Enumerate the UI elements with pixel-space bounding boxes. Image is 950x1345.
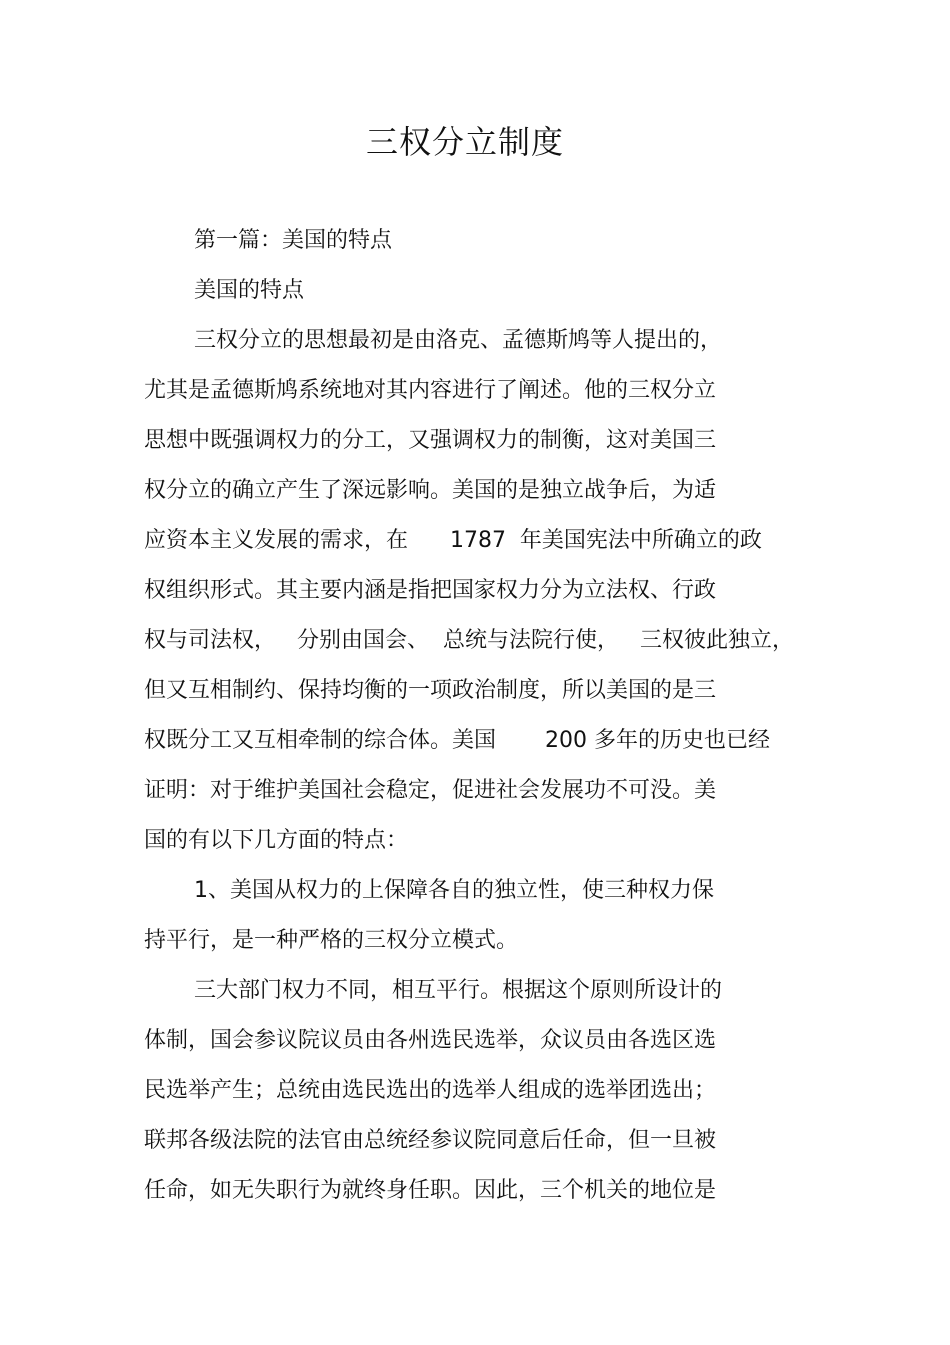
paragraph-line: 权与司法权， 分别由国会、 总统与法院行使， 三权彼此独立， [144, 628, 794, 653]
paragraph-line: 应资本主义发展的需求，在 1787 年美国宪法中所确立的政 [144, 528, 762, 553]
paragraph-line: 证明：对于维护美国社会稳定，促进社会发展功不可没。美 [144, 778, 717, 803]
paragraph-line: 思想中既强调权力的分工，又强调权力的制衡，这对美国三 [144, 428, 717, 453]
paragraph-line: 三权分立的思想最初是由洛克、孟德斯鸠等人提出的， [194, 328, 723, 353]
paragraph-line: 但又互相制约、保持均衡的一项政治制度，所以美国的是三 [144, 678, 717, 703]
paragraph-line: 国的有以下几方面的特点： [144, 828, 409, 853]
section-heading: 第一篇：美国的特点 [194, 228, 393, 253]
paragraph-line: 体制，国会参议院议员由各州选民选举，众议员由各选区选 [144, 1028, 717, 1053]
paragraph-line: 联邦各级法院的法官由总统经参议院同意后任命，但一旦被 [144, 1128, 717, 1153]
paragraph-line: 三大部门权力不同，相互平行。根据这个原则所设计的 [194, 978, 723, 1003]
paragraph-line: 权分立的确立产生了深远影响。美国的是独立战争后，为适 [144, 478, 717, 503]
paragraph-line: 任命，如无失职行为就终身任职。因此，三个机关的地位是 [144, 1178, 717, 1203]
document-title: 三权分立制度 [365, 123, 564, 161]
list-item-line: 1、美国从权力的上保障各自的独立性，使三种权力保 [194, 878, 714, 903]
paragraph-line: 民选举产生；总统由选民选出的选举人组成的选举团选出； [144, 1078, 717, 1103]
paragraph-line: 权既分工又互相牵制的综合体。美国 200 多年的历史也已经 [144, 728, 770, 753]
paragraph-line: 权组织形式。其主要内涵是指把国家权力分为立法权、行政 [144, 578, 717, 603]
subsection-heading: 美国的特点 [194, 278, 305, 303]
list-item-line: 持平行，是一种严格的三权分立模式。 [144, 928, 519, 953]
paragraph-line: 尤其是孟德斯鸠系统地对其内容进行了阐述。他的三权分立 [144, 378, 717, 403]
